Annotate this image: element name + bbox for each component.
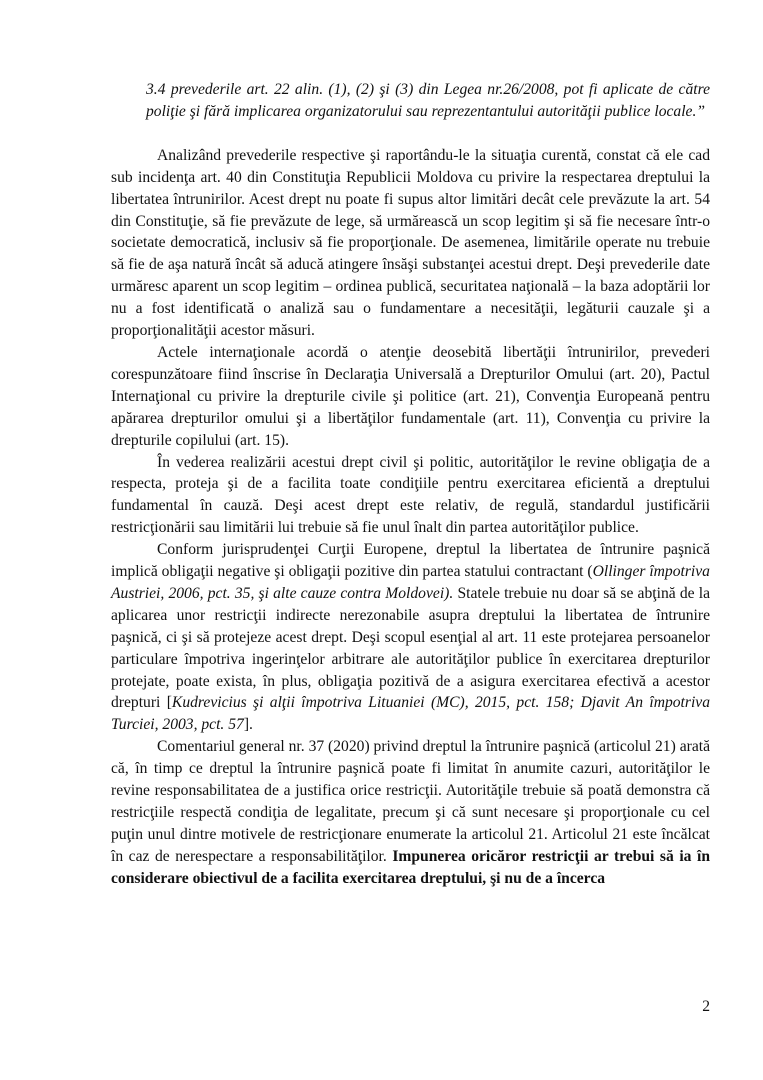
page-number: 2 — [702, 998, 710, 1015]
paragraph-echr-jurisprudence — [111, 539, 710, 736]
paragraph-text: ]. — [243, 716, 253, 734]
paragraph-constitution-analysis: Analizând prevederile respective şi raportându-le la situaţia curentă, constat că ele cad sub incidenţa art. 40 din Constituţia Republicii Moldova cu privire la respectarea dreptului la libertatea întrunirilor. Acest drept nu poate fi supus altor limitări decât cele prevăzute la art. 54 din Constituţie, să fie prevăzute de lege, să urmărească un scop legitim şi să fie necesare într-o societate democratică, inclusiv să fie proporţionale. De asemenea, limitările operate nu trebuie să fie de aşa natură încât să aducă atingere însăşi substanţei acestui drept. Deşi prevederile date urmăresc aparent un scop legitim – ordinea publică, securitatea naţională – la baza adoptării lor nu a fost identificată o analiză sau o fundamentare a necesităţii, legăturii cauzale şi a proporţionalităţii acestor măsuri. — [111, 146, 710, 340]
emphasized-statement: Impunerea oricăror restricţii ar trebui să ia în considerare obiectivul de a facilita exercitarea dreptului, şi nu de a încerca — [111, 847, 710, 887]
case-citation-ollinger: Ollinger împotriva Austriei, 2006, pct. 35, şi alte cauze contra Moldovei). — [111, 563, 710, 602]
paragraph-text: Comentariul general nr. 37 (2020) privind dreptul la întrunire paşnică (articolul 21) arată că, în timp ce dreptul la întrunire paşnică poate fi limitat în anumite cazuri, autorităţilor le revine responsabilitatea de a justifica orice restricţii. Autorităţile trebuie să poată demonstra că restricţiile respectă condiţia de legalitate, precum şi că sunt necesare şi proporţionale cu cel puţin unul dintre motivele de restricţionare enumerate la articolul 21. Articolul 21 este încălcat în caz de nerespectare a responsabilităţilor. — [111, 738, 710, 865]
document-body — [111, 79, 710, 890]
paragraph-general-comment-37 — [111, 736, 710, 889]
paragraph-text: Conform jurisprudenţei Curţii Europene, dreptul la libertatea de întrunire paşnică implică obligaţii negative şi obligaţii pozitive din partea statului contractant ( — [111, 541, 710, 581]
quoted-provision: 3.4 prevederile art. 22 alin. (1), (2) şi (3) din Legea nr.26/2008, pot fi aplicate de către poliţie şi fără implicarea organizatorului sau reprezentantului autorităţii publice locale.” — [146, 81, 710, 120]
paragraph-text: Statele trebuie nu doar să se abţină de la aplicarea unor restricţii indirecte nerezonabile asupra dreptului la libertatea de întrunire paşnică, ci şi să protejeze acest drept. Deşi scopul esenţial al art. 11 este protejarea persoanelor particulare împotriva ingerinţelor arbitrare ale autorităţilor publice în exercitarea drepturilor protejate, poate exista, în plus, obligaţia pozitivă de a asigura exercitarea efectivă a acestor drepturi [ — [111, 584, 710, 712]
paragraph-authority-obligations: În vederea realizării acestui drept civil şi politic, autorităţilor le revine obligaţia de a respecta, proteja şi de a facilita toate condiţiile pentru exercitarea eficientă a dreptului fundamental în cauză. Deşi acest drept este relativ, de regulă, standardul justificării restricţionării sau limitării lui trebuie să fie unul înalt din partea autorităţilor publice. — [111, 453, 710, 537]
paragraph-international-acts: Actele internaţionale acordă o atenţie deosebită libertăţii întrunirilor, prevederi corespunzătoare fiind înscrise în Declaraţia Universală a Drepturilor Omului (art. 20), Pactul Internaţional cu privire la drepturile civile şi politice (art. 21), Convenţia Europeană pentru apărarea drepturilor omului şi a libertăţilor fundamentale (art. 11), Convenţia cu privire la drepturile copilului (art. 15). — [111, 343, 710, 449]
case-citation-kudrevicius: Kudrevicius şi alţii împotriva Lituaniei (MC), 2015, pct. 158; Djavit An împotriva Turciei, 2003, pct. 57 — [111, 694, 710, 734]
